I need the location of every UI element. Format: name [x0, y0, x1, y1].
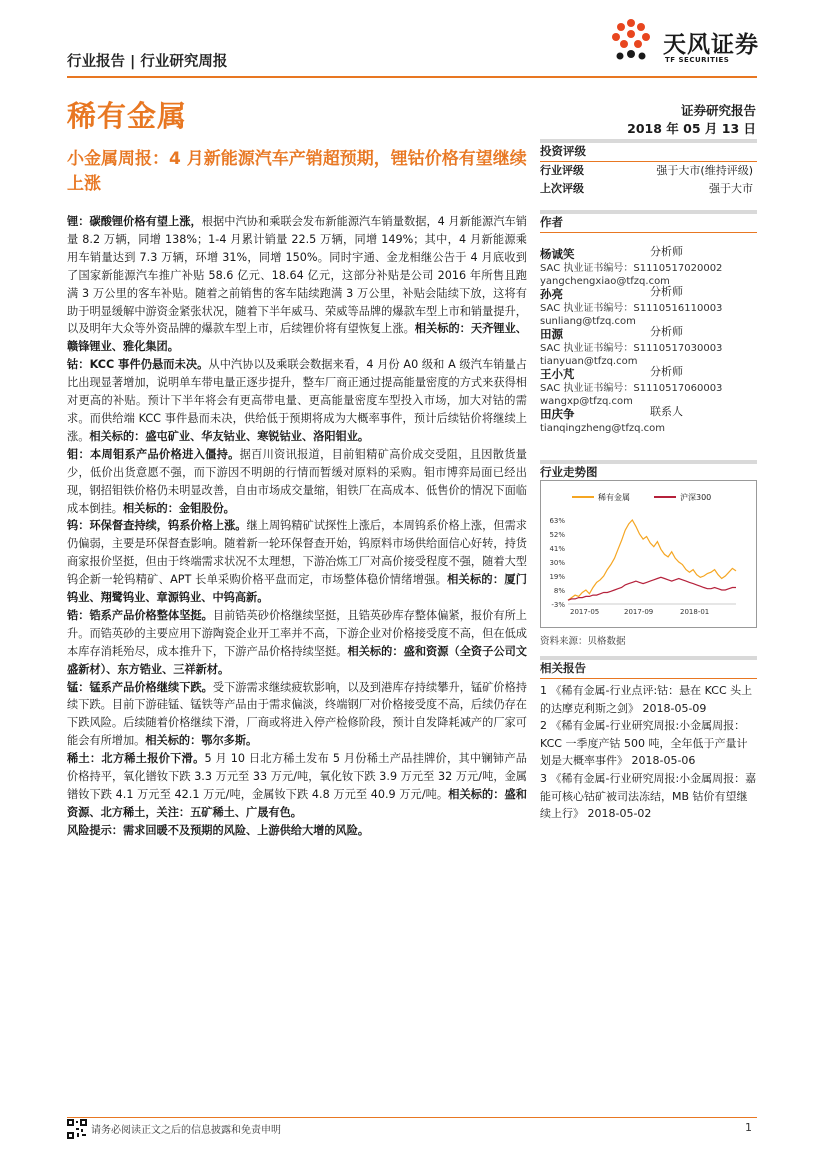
top-divider — [67, 76, 757, 78]
related-item[interactable]: 2 《稀有金属-行业研究周报:小金属周报：KCC 一季度产钴 500 吨，全年低于产量计划是大概率事件》 2018-05-06 — [540, 719, 748, 768]
related-item[interactable]: 1 《稀有金属-行业点评:钴：悬在 KCC 头上的达摩克利斯之剑》 2018-05-09 — [540, 684, 753, 715]
rating-section — [540, 139, 757, 198]
legend-label: 稀有金属 — [598, 493, 630, 502]
breadcrumb: 行业报告 | 行业研究周报 — [67, 54, 228, 70]
sector-title: 稀有金属 — [67, 99, 188, 133]
tf-logo-icon — [608, 18, 654, 64]
report-type: 证券研究报告 — [680, 103, 756, 118]
rating-row: 行业评级 强于大市(维持评级) — [540, 164, 753, 177]
y-tick-label: 19% — [549, 573, 565, 581]
author-item: 杨诚笑 分析师 SAC 执业证书编号：S1110517020002 yangchengxiao@tfzq.com — [540, 245, 723, 287]
y-tick-label: 30% — [549, 559, 565, 567]
para-rare-earth: 稀土：北方稀土报价下滑。5 月 10 日北方稀土发布 5 月份稀土产品挂牌价，其中镧铈产品价格持平，氧化镨钕下跌 3.3 万元至 33 万元/吨，氧化钕下跌 3.9 万元至 32 万元/吨，金属镨钕下跌 4.1 万元至 42.1 万元/吨，金属钕下跌 4.8 万元至 40.9 万元/吨。相关标的：盛和资源、北方稀土，关注：五矿稀土、广晟有色。 — [67, 752, 527, 819]
trend-heading: 行业走势图 — [540, 464, 757, 483]
author-item: 王小芃 分析师 SAC 执业证书编号：S1110517060003 wangxp@tfzq.com — [540, 365, 723, 407]
body-text — [67, 213, 527, 840]
page-number: 1 — [745, 1121, 752, 1134]
x-tick-label: 2017-05 — [570, 608, 600, 616]
related-list — [540, 682, 757, 823]
logo-cn: 天风证券 — [663, 32, 759, 58]
para-tungsten: 钨：环保督查持续，钨系价格上涨。继上周钨精矿试探性上涨后，本周钨系价格上涨，但需求仍偏弱，主要是环保督查影响。随着新一轮环保督查开始，钨原料市场供给面信心好转，持货商家报价坚挺，但由于终端需求状况不太理想，下游冶炼工厂对高价接受程度不强，随着大型钨企新一轮钨精矿、APT 长单采购价格平盘而定，市场整体稳价情绪增强。相关标的：厦门钨业、翔鹭钨业、章源钨业、中钨高新。 — [67, 519, 527, 605]
report-date: 2018 年 05 月 13 日 — [627, 121, 756, 136]
y-tick-label: 63% — [549, 517, 565, 525]
report-title: 小金属周报：4 月新能源汽车产销超预期，锂钴价格有望继续上涨 — [67, 149, 527, 194]
related-section — [540, 656, 757, 679]
y-tick-label: 8% — [553, 587, 565, 595]
author-item: 孙亮 分析师 SAC 执业证书编号：S1110516110003 sunliang@tfzq.com — [540, 285, 723, 327]
para-risk: 风险提示：需求回暖不及预期的风险、上游供给大增的风险。 — [67, 823, 370, 837]
author-item: 田庆争 联系人 tianqingzheng@tfzq.com — [540, 405, 683, 434]
logo-en: TF SECURITIES — [665, 56, 730, 64]
para-lithium: 锂：碳酸锂价格有望上涨，根据中汽协和乘联会发布新能源汽车销量数据，4 月新能源汽车销量 8.2 万辆，同增 138%；1-4 月累计销量 22.5 万辆，同增 149%；其中，4 月新能源乘用车销量达到 7.3 万辆，环增 31%，同增 150%。同时宇通、金龙相继公告于 4 月底收到了国家新能源汽车推广补贴 58.6 亿元、18.64 亿元，这部分补贴是公司 2016 年所售且跑满 3 万公里的客车补贴。随着之前销售的客车陆续跑满 3 万公里，补贴会陆续下放，这将有助于明显缓解中游资金紧张状况，随着下半年威马、荣威等品牌的爆款车型上市和销量提升，以及明年大众等外资品牌的爆款车型上市，后续锂价将有望恢复上涨。相关标的：天齐锂业、赣锋锂业、雅化集团。 — [67, 215, 527, 354]
y-tick-label: -3% — [551, 601, 565, 609]
trend-chart — [540, 480, 757, 628]
x-tick-label: 2018-01 — [680, 608, 710, 616]
y-tick-label: 52% — [549, 531, 565, 539]
y-tick-label: 41% — [549, 545, 565, 553]
legend-label: 沪深300 — [680, 493, 712, 502]
chart-source: 资料来源：贝格数据 — [540, 636, 626, 647]
footer-disclaimer[interactable]: 请务必阅读正文之后的信息披露和免责申明 — [91, 1125, 281, 1136]
qr-code-icon — [67, 1119, 87, 1139]
para-manganese: 锰：锰系产品价格继续下跌。受下游需求继续疲软影响，以及到港库存持续攀升，锰矿价格持续下跌。目前下游硅锰、锰铁等产品由于需求偏淡，终端钢厂对价格接受度不高，后续仍存在下跌风险。后续随着价格继续下滑，厂商或将进入停产检修阶段，预计自发降耗减产的厂家可能会有所增加。相关标的：鄂尔多斯。 — [67, 680, 527, 748]
authors-heading: 作者 — [540, 214, 757, 233]
footer-divider — [67, 1117, 757, 1118]
para-zirconium: 锆：锆系产品价格整体坚挺。目前锆英砂价格继续坚挺，且锆英砂库存整体偏紧，报价有所上升。而锆英砂的主要应用下游陶瓷企业开工率并不高，下游企业对价格接受度不高，但在低成本库存消耗殆尽，成本推升下，下游产品价格持续坚挺。相关标的：盛和资源（全资子公司文盛新材）、东方锆业、三祥新材。 — [67, 608, 527, 676]
x-tick-label: 2017-09 — [624, 608, 654, 616]
related-heading: 相关报告 — [540, 660, 757, 679]
rating-heading: 投资评级 — [540, 143, 757, 162]
authors-section — [540, 210, 757, 433]
para-molybdenum: 钼：本周钼系产品价格进入僵持。据百川资讯报道，目前钼精矿高价成交受阻，且因散货量少，低价出货意愿不强，而下游因不明朗的行情而暂缓对原料的采购。钼市博弈局面已经出现，钢招钼铁价格仍未明显改善，自由市场成交量缩，钼铁厂在高成本、低售价的情况下面临成本倒挂。相关标的：金钼股份。 — [67, 447, 527, 515]
author-item: 田源 分析师 SAC 执业证书编号：S1110517030003 tianyuan@tfzq.com — [540, 325, 723, 367]
para-cobalt: 钴：KCC 事件仍悬而未决。从中汽协以及乘联会数据来看，4 月份 A0 级和 A 级汽车销量占比出现显著增加，说明单车带电量正逐步提升，整车厂商正通过提高能量密度的方式来获得相对更高的补贴。预计下半年将会有更高带电量、更高能量密度车型投入市场，加大对钴的需求。而供给端 KCC 事件悬而未决，供给低于预期将成为大概率事件，预计后续钴价将继续上涨。相关标的：盛屯矿业、华友钴业、寒锐钴业、洛阳钼业。 — [67, 358, 527, 443]
related-item[interactable]: 3 《稀有金属-行业研究周报:小金属周报：嘉能可核心钴矿被司法冻结，MB 钴价有望继续上行》 2018-05-02 — [540, 771, 757, 821]
rating-row: 上次评级 强于大市 — [540, 182, 753, 195]
